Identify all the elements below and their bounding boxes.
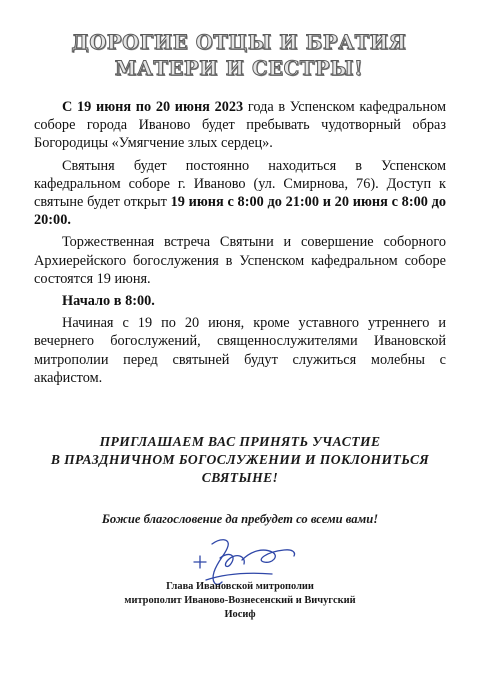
document-heading <box>40 30 438 82</box>
signatory-title: Глава Ивановской митрополии <box>166 581 314 592</box>
access-text: Святыня будет постоянно находиться в Успенском кафедральном соборе г. Иваново (ул. Смирнова, 76). Доступ к святыне будет открыт <box>34 157 446 211</box>
start-time-bold: Начало в 8:00. <box>62 293 155 310</box>
blessing-line: Божие благословение да пребудет со всеми вами! <box>101 512 379 526</box>
heading-line-1: ДОРОГИЕ ОТЦЫ И БРАТИЯ <box>71 31 407 54</box>
paragraph-services: Начиная с 19 по 20 июня, кроме уставного утреннего и вечернего богослужений, священнослужителями Ивановской митрополии перед святыней будут служиться молебны с акафистом. <box>34 315 446 386</box>
signatory-rank: митрополит Иваново-Вознесенский и Вичугский <box>124 595 356 607</box>
heading-line-2: МАТЕРИ И СЕСТРЫ! <box>114 57 364 80</box>
invitation-line-3: СВЯТЫНЕ! <box>201 470 279 485</box>
signatory-block <box>34 580 446 623</box>
paragraph-access <box>34 157 446 230</box>
paragraph-start <box>34 292 446 310</box>
invitation <box>34 433 446 487</box>
dates-bold: С 19 июня по 20 июня 2023 <box>62 99 244 115</box>
dates-text: года в Успенском кафедральном соборе города Иваново будет пребывать чудотворный образ Богородицы «Умягчение злых сердец». <box>34 99 446 152</box>
signatory-name: Иосиф <box>224 609 256 621</box>
access-hours-bold: 19 июня с 8:00 до 21:00 и 20 июня с 8:00 до 20:00. <box>34 194 447 229</box>
paragraph-dates <box>34 98 446 153</box>
paragraph-meeting: Торжественная встреча Святыни и совершение соборного Архиерейского богослужения в Успенском кафедральном соборе состоятся 19 июня. <box>34 234 446 287</box>
invitation-line-2: В ПРАЗДНИЧНОМ БОГОСЛУЖЕНИИ И ПОКЛОНИТЬСЯ <box>50 452 430 467</box>
invitation-line-1: ПРИГЛАШАЕМ ВАС ПРИНЯТЬ УЧАСТИЕ <box>99 434 381 449</box>
announcement-body <box>34 98 446 387</box>
